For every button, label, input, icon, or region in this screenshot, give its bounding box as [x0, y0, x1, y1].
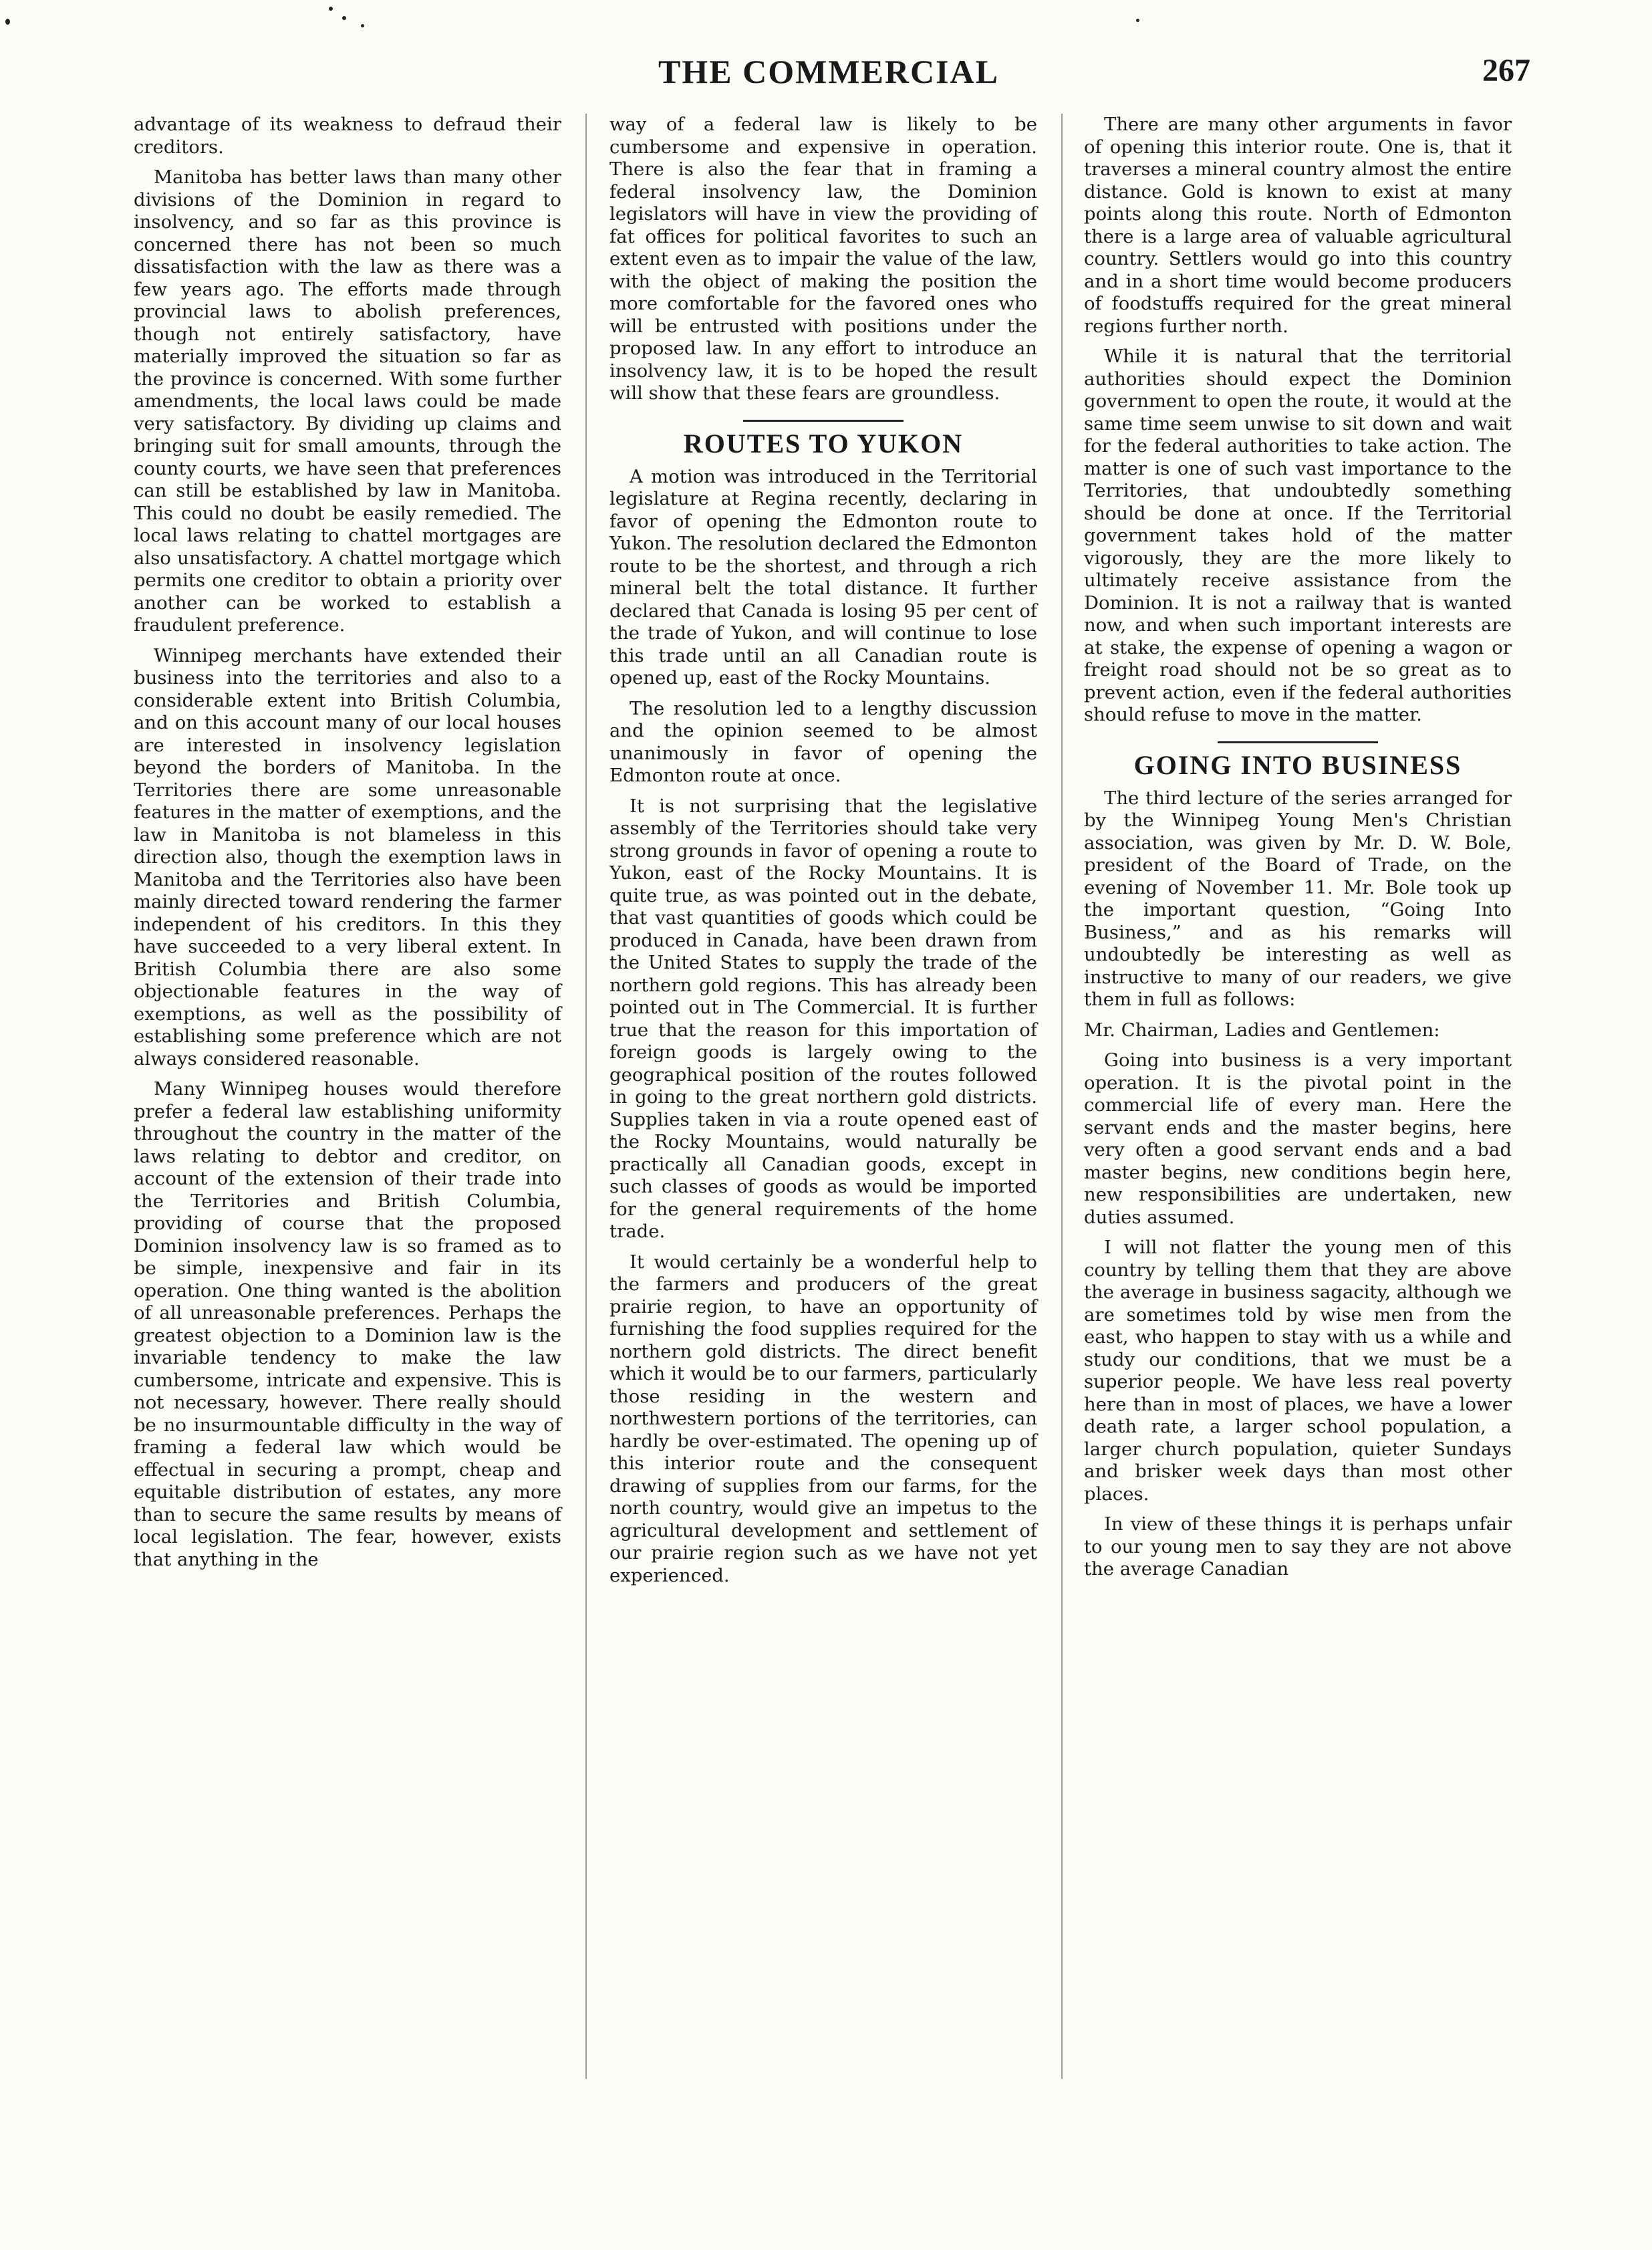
paragraph: Many Winnipeg houses would therefore prefer a federal law establishing uniformity throughout the country in the matter of the laws relating to debtor and creditor, on account of the extension of their trade into the Territories and British Columbia, providing of course that the proposed Dominion insolvency law is so framed as to be simple, inexpensive and fair in its operation. One thing wanted is the abolition of all unreasonable preferences. Perhaps the greatest objection to a Dominion law is the invariable tendency to make the law cumbersome, intricate and expensive. This is not necessary, however. There really should be no insurmountable difficulty in the way of framing a federal law which would be effectual in securing a prompt, cheap and equitable distribution of estates, any more than to secure the same results by means of local legislation. The fear, however, exists that anything in the: [134, 1078, 561, 1570]
scan-speck: [329, 7, 333, 11]
newspaper-title: THE COMMERCIAL: [658, 53, 999, 90]
paragraph: The resolution led to a lengthy discussion and the opinion seemed to be almost unanimously in favor of opening the Edmonton route at once.: [609, 697, 1037, 786]
scan-speck: [1136, 19, 1139, 22]
scan-speck: [342, 16, 346, 20]
paragraph: advantage of its weakness to defraud their creditors.: [134, 114, 561, 158]
salutation: Mr. Chairman, Ladies and Gentlemen:: [1084, 1019, 1440, 1041]
paragraph: The third lecture of the series arranged for by the Winnipeg Young Men's Christian association, was given by Mr. D. W. Bole, president of the Board of Trade, on the evening of November 11. Mr. Bole took up the important question, “Going Into Business,” and as his remarks will undoubtedly be interesting as well as instructive to many of our readers, we give them in full as follows:: [1084, 787, 1512, 1010]
paragraph: It is not surprising that the legislative assembly of the Territories should take very strong grounds in favor of opening a route to Yukon, east of the Rocky Mountains. It is quite true, as was pointed out in the debate, that vast quantities of goods which could be produced in Canada, have been drawn from the United States to supply the trade of the northern gold regions. This has already been pointed out in The Commercial. It is further true that the reason for this importation of foreign goods is largely owing to the geographical position of the routes followed in going to the great northern gold districts. Supplies taken in via a route opened east of the Rocky Mountains, would naturally be practically all Canadian goods, except in such classes of goods as would be imported for the general requirements of the home trade.: [609, 795, 1037, 1242]
page-header: [127, 52, 1530, 99]
paragraph: way of a federal law is likely to be cumbersome and expensive in operation. There is also the fear that in framing a federal insolvency law, the Dominion legislators will have in view the providing of fat offices for political favorites to such an extent even as to impair the value of the law, with the object of making the position the more comfortable for the favored ones who will be entrusted with positions under the proposed law. In any effort to introduce an insolvency law, it is to be hoped the result will show that these fears are groundless.: [609, 114, 1037, 404]
paragraph: In view of these things it is perhaps unfair to our young men to say they are not above the average Canadian: [1084, 1513, 1512, 1580]
section-rule: [743, 420, 904, 422]
page-number: 267: [1482, 53, 1530, 88]
article-heading-going-into-business: GOING INTO BUSINESS: [1133, 749, 1462, 780]
column-2: [609, 114, 1037, 1595]
paragraph: While it is natural that the territorial authorities should expect the Dominion government to open the route, it would at the same time seem unwise to sit down and wait for the federal authorities to take action. The matter is one of such vast importance to the Territories, that undoubtedly something should be done at once. If the Territorial government takes hold of the matter vigorously, they are the more likely to ultimately receive assistance from the Dominion. It is not a railway that is wanted now, and when such important interests are at stake, the expense of opening a wagon or freight road should not be so great as to prevent action, even if the federal authorities should refuse to move in the matter.: [1084, 346, 1512, 725]
paragraph: There are many other arguments in favor of opening this interior route. One is, that it traverses a mineral country almost the entire distance. Gold is known to exist at many points along this route. North of Edmonton there is a large area of valuable agricultural country. Settlers would go into this country and in a short time would become producers of foodstuffs required for the great mineral regions further north.: [1084, 114, 1512, 337]
column-3: [1084, 114, 1512, 1589]
article-heading-routes-to-yukon: ROUTES TO YUKON: [683, 428, 964, 459]
scan-speck: [5, 19, 10, 25]
scan-speck: [361, 24, 364, 27]
paragraph: A motion was introduced in the Territorial legislature at Regina recently, declaring in favor of opening the Edmonton route to Yukon. The resolution declared the Edmonton route to be the shortest, and through a rich mineral belt the total distance. It further declared that Canada is losing 95 per cent of the trade of Yukon, and will continue to lose this trade until an all Canadian route is opened up, east of the Rocky Mountains.: [609, 465, 1037, 689]
column-divider: [585, 114, 587, 2079]
paragraph: Going into business is a very important operation. It is the pivotal point in the commercial life of every man. Here the servant ends and the master begins, here very often a good servant ends and a bad master begins, new conditions begin here, new responsibilities are undertaken, new duties assumed.: [1084, 1049, 1512, 1228]
paragraph: I will not flatter the young men of this country by telling them that they are above the average in business sagacity, although we are sometimes told by wise men from the east, who happen to stay with us a while and study our conditions, that we must be a superior people. We have less real poverty here than in most of places, we have a lower death rate, a larger school population, a larger church population, quieter Sundays and brisker week days than most other places.: [1084, 1237, 1512, 1505]
paragraph: Winnipeg merchants have extended their business into the territories and also to a considerable extent into British Columbia, and on this account many of our local houses are interested in insolvency legislation beyond the borders of Manitoba. In the Territories there are some unreasonable features in the matter of exemptions, and the law in Manitoba is not blameless in this direction also, though the exemption laws in Manitoba and the Territories also have been mainly directed toward rendering the farmer independent of his creditors. In this they have succeeded to a very liberal extent. In British Columbia there are also some objectionable features in the way of exemptions, as well as the possibility of establishing some preference which are not always considered reasonable.: [134, 644, 561, 1070]
column-1: [134, 114, 561, 1579]
section-rule: [1218, 741, 1378, 743]
paragraph: Manitoba has better laws than many other divisions of the Dominion in regard to insolvency, and so far as this province is concerned there has not been so much dissatisfaction with the law as there was a few years ago. The efforts made through provincial laws to abolish preferences, though not entirely satisfactory, have materially improved the situation so far as the province is concerned. With some further amendments, the local laws could be made very satisfactory. By dividing up claims and bringing suit for small amounts, through the county courts, we have seen that preferences can still be established by law in Manitoba. This could no doubt be easily remedied. The local laws relating to chattel mortgages are also unsatisfactory. A chattel mortgage which permits one creditor to obtain a priority over another can be worked to establish a fraudulent preference.: [134, 166, 561, 636]
column-divider: [1061, 114, 1063, 2079]
paragraph: It would certainly be a wonderful help to the farmers and producers of the great prairie region, to have an opportunity of furnishing the food supplies required for the northern gold districts. The direct benefit which it would be to our farmers, particularly those residing in the western and northwestern portions of the territories, can hardly be over-estimated. The opening up of this interior route and the consequent drawing of supplies from our farms, for the north country, would give an impetus to the agricultural development and settlement of our prairie region such as we have not yet experienced.: [609, 1251, 1037, 1586]
